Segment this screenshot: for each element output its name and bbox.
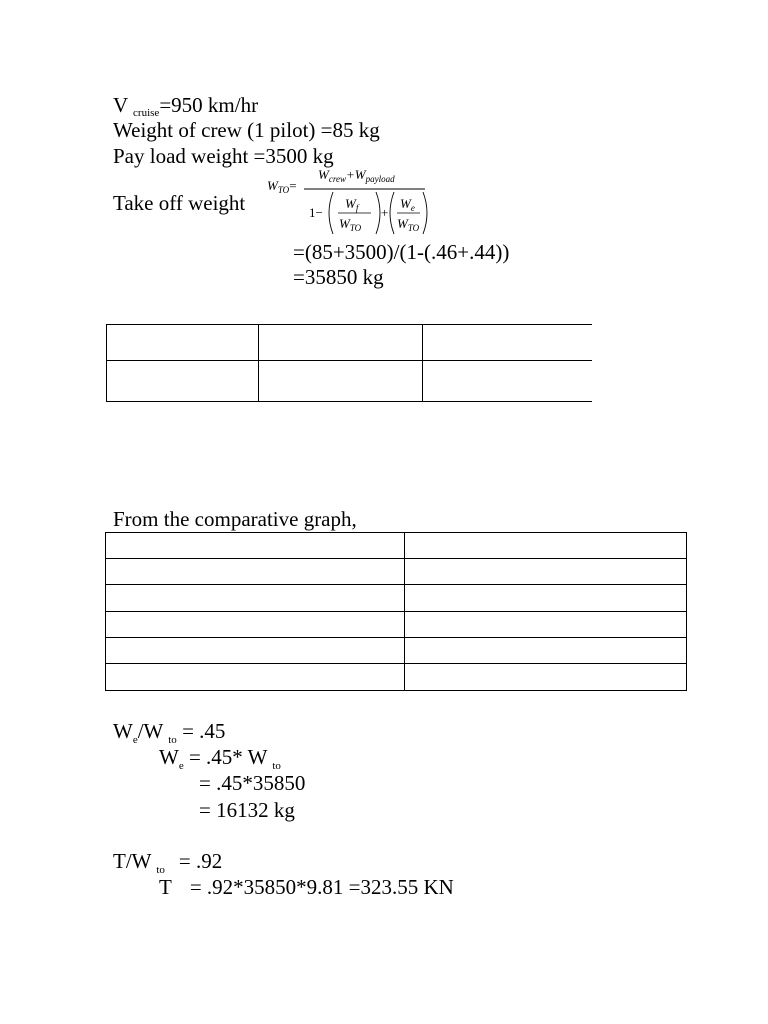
table-cell [405, 664, 687, 691]
table-2 [105, 532, 687, 691]
vcruise-value: =950 km/hr [159, 93, 259, 117]
formula-wto-1: $W_{TO}$ [339, 216, 362, 233]
formula-wto-2: $W_{TO}$ [397, 216, 420, 233]
we-ratio-line: $W_e/W$ $_{to}$ = .45 [113, 719, 226, 746]
table-cell [106, 638, 405, 664]
we-result-line: = 16132 kg [199, 798, 295, 822]
table-cell [405, 585, 687, 612]
formula-lhs: $W_{TO}=$ [267, 178, 297, 195]
table-cell [106, 612, 405, 638]
calc-line-2: =35850 kg [293, 265, 384, 289]
table-row [106, 533, 687, 559]
formula-wf: $W_f$ [345, 196, 359, 213]
calc-line-1: =(85+3500)/(1-(.46+.44)) [293, 240, 510, 264]
table-cell [107, 361, 259, 402]
table-row [106, 664, 687, 691]
table-cell [259, 361, 423, 402]
thrust-line: T = .92*35850*9.81 =323.55 KN [159, 875, 454, 899]
vcruise-v: V [113, 93, 128, 117]
table-row [106, 559, 687, 585]
comparative-graph-heading: From the comparative graph, [113, 507, 357, 531]
payload-weight-line: Pay load weight =3500 kg [113, 144, 334, 168]
vcruise-subscript: cruise [133, 107, 160, 119]
table-cell [405, 638, 687, 664]
table-cell [423, 361, 593, 402]
paren-right-2 [423, 192, 427, 234]
formula-numerator: $W_{crew}+W_{payload}$ [318, 167, 395, 184]
formula-one-minus: 1− [309, 205, 323, 220]
paren-left-2 [390, 192, 394, 234]
table-row [106, 585, 687, 612]
table-cell [106, 585, 405, 612]
table-cell [106, 533, 405, 559]
takeoff-weight-label: Take off weight [113, 191, 246, 215]
tw-ratio-line: T/W $_{to}$ = .92 [113, 849, 223, 876]
crew-weight-line: Weight of crew (1 pilot) =85 kg [113, 118, 380, 142]
paren-right-1 [376, 192, 380, 234]
we-calc-line: = .45*35850 [199, 771, 306, 795]
table-row [107, 325, 593, 361]
formula-we: $W_e$ [400, 196, 415, 213]
table-row [106, 612, 687, 638]
paren-left-1 [329, 192, 333, 234]
table-cell [405, 612, 687, 638]
table-cell [106, 664, 405, 691]
formula-plus: + [381, 205, 389, 220]
table-row [106, 638, 687, 664]
table-row [107, 361, 593, 402]
table-cell [423, 325, 593, 361]
table-1 [106, 324, 592, 402]
table-cell [259, 325, 423, 361]
table-cell [107, 325, 259, 361]
table-cell [405, 559, 687, 585]
takeoff-weight-formula [263, 164, 433, 240]
table-cell [405, 533, 687, 559]
table-cell [106, 559, 405, 585]
we-line: $W_e = .45*$ W $_{to}$ [159, 745, 281, 772]
